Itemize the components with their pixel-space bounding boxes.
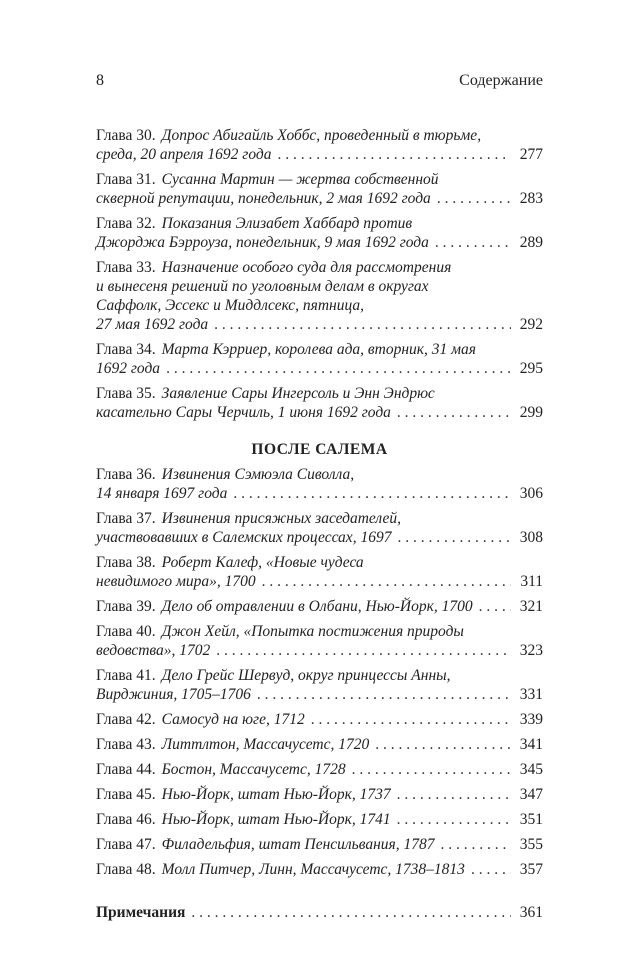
chapter-label: Глава 34. [96,341,156,358]
dot-leader [435,233,511,252]
toc-entry-line [96,735,543,754]
toc-entry[interactable] [96,509,543,547]
toc-entry[interactable] [96,810,543,829]
running-title: Содержание [459,72,543,89]
toc-entry-line [96,189,543,208]
page-ref: 277 [519,146,543,163]
toc-entry[interactable] [96,735,543,754]
chapter-label: Глава 48. [96,861,156,878]
toc-entry-text [96,465,354,484]
page-ref: 321 [519,598,543,615]
chapter-label: Глава 40. [96,623,156,640]
toc-entry-line [96,810,543,829]
dot-leader [166,359,511,378]
dot-leader [441,835,512,854]
chapter-title: Извинения Сэмюэла Сиволла, [161,466,355,483]
chapter-title: Показания Элизабет Хаббард против [161,215,413,232]
section-title: ПОСЛЕ САЛЕМА [251,441,388,458]
toc-entry-line [96,860,543,879]
toc-entry-text [96,572,256,591]
page-ref: 357 [519,861,543,878]
toc-entry[interactable] [96,785,543,804]
toc-entry-text [96,810,391,829]
chapter-title: участвовавших в Салемских процессах, 1697 [96,529,392,546]
toc-entry-line [96,170,543,189]
dot-leader [397,403,511,422]
toc-entry-line [96,641,543,660]
toc-entry-line [96,126,543,145]
chapter-label: Глава 35. [96,385,156,402]
dot-leader [262,572,511,591]
page-ref: 311 [520,573,543,590]
chapter-label: Глава 30. [96,127,156,144]
toc-entry-text [96,735,369,754]
toc-entry-text [96,214,412,233]
page-ref: 331 [519,686,543,703]
toc-entry-text [96,641,210,660]
toc-entry-line [96,553,543,572]
toc-entry-text [96,315,208,334]
toc-entry[interactable] [96,666,543,704]
toc-entry-line [96,315,543,334]
chapter-title: 1692 года [96,360,161,377]
toc-entry-line [96,296,543,315]
chapter-title: Допрос Абигайль Хоббс, проведенный в тюрьме, [161,127,482,144]
chapter-label: Глава 44. [96,761,156,778]
toc-entry-line [96,760,543,779]
toc-entry-line [96,528,543,547]
toc-entry-text [96,685,251,704]
page-ref: 292 [519,316,543,333]
toc-entry-text [96,403,391,422]
page-ref: 361 [519,904,543,921]
chapter-label: Глава 31. [96,171,156,188]
dot-leader [214,315,511,334]
toc-entry-text [96,359,160,378]
chapter-title: касательно Сары Черчиль, 1 июня 1692 года [96,404,391,421]
page-ref: 283 [519,190,543,207]
dot-leader [397,528,511,547]
toc-entry-text [96,484,227,503]
chapter-title: 14 января 1697 года [96,485,228,502]
chapter-title: Джон Хейл, «Попытка постижения природы [161,623,464,640]
chapter-label: Глава 47. [96,836,156,853]
chapter-title: невидимого мира», 1700 [96,573,256,590]
dot-leader [375,735,511,754]
toc-entry[interactable] [96,597,543,616]
dot-leader [257,685,511,704]
page-ref: 289 [519,234,543,251]
toc-entry[interactable] [96,214,543,252]
toc-entry-line [96,509,543,528]
dot-leader [233,484,511,503]
chapter-title: скверной репутации, понедельник, 2 мая 1692 года [96,190,431,207]
toc-entry-text [96,145,271,164]
toc-entry-text [96,860,465,879]
toc-entry-line [96,214,543,233]
dot-leader [191,903,511,922]
toc-entry[interactable] [96,340,543,378]
page-ref: 345 [519,761,543,778]
chapter-title: Нью-Йорк, штат Нью-Йорк, 1741 [161,811,391,828]
toc-entry-text [96,710,305,729]
page-ref: 306 [519,485,543,502]
toc-entry-text [96,189,431,208]
toc-entry-text [96,296,364,315]
chapter-title: Сусанна Мартин — жертва собственной [161,171,439,188]
chapter-label: Глава 37. [96,510,156,527]
chapter-title: Вирджиния, 1705–1706 [96,686,251,703]
chapter-label: Глава 46. [96,811,156,828]
toc-entry[interactable] [96,465,543,503]
chapter-label: Глава 41. [96,667,156,684]
chapter-title: Джорджа Бэрроуза, понедельник, 9 мая 1692 года [96,234,429,251]
chapter-title: Саффолк, Эссекс и Миддлсекс, пятница, [96,297,365,314]
dot-leader [397,810,511,829]
toc-entry[interactable] [96,710,543,729]
toc-entry-line [96,484,543,503]
page-ref: 323 [519,642,543,659]
chapter-title: Дело об отравлении в Олбани, Нью-Йорк, 1700 [161,598,473,615]
toc-entry-line [96,835,543,854]
page-ref: 355 [519,836,543,853]
chapter-label: Глава 42. [96,711,156,728]
dot-leader [397,785,511,804]
chapter-title: Роберт Калеф, «Новые чудеса [161,554,364,571]
chapter-label: Глава 32. [96,215,156,232]
toc-entry-text [96,666,451,685]
toc-entry-text [96,553,364,572]
toc-entry-line [96,145,543,164]
chapter-label: Глава 45. [96,786,156,803]
toc-entry[interactable] [96,553,543,591]
chapter-label: Глава 33. [96,259,156,276]
notes-label: Примечания [96,904,186,921]
toc-entry-line [96,403,543,422]
toc-entry-line [96,903,543,922]
dot-leader [352,760,511,779]
page-ref: 341 [519,736,543,753]
toc-entry-text [96,760,346,779]
toc-entry-notes[interactable] [96,903,543,922]
toc-entry[interactable] [96,622,543,660]
toc-entry-line [96,622,543,641]
page-number: 8 [96,72,104,89]
page-ref: 308 [519,529,543,546]
toc-entry[interactable] [96,170,543,208]
chapter-title: ведовства», 1702 [96,642,211,659]
dot-leader [277,145,511,164]
toc-entry-text [96,509,401,528]
chapter-title: Дело Грейс Шервуд, округ принцессы Анны, [161,667,451,684]
table-of-contents [96,126,543,928]
toc-entry-text [96,597,473,616]
dot-leader [471,860,511,879]
toc-entry-line [96,572,543,591]
toc-entry-text [96,622,464,641]
toc-entry-line [96,258,543,277]
toc-entry-line [96,340,543,359]
toc-entry[interactable] [96,860,543,879]
chapter-title: Марта Кэрриер, королева ада, вторник, 31 мая [161,341,476,358]
toc-entry-text [96,785,391,804]
toc-entry-line [96,277,543,296]
toc-entry[interactable] [96,126,543,164]
chapter-title: 27 мая 1692 года [96,316,209,333]
toc-entry-line [96,597,543,616]
toc-entry-text [96,233,429,252]
chapter-title: Молл Питчер, Линн, Массачусетс, 1738–1813 [161,861,465,878]
page-ref: 295 [519,360,543,377]
toc-entry-line [96,685,543,704]
chapter-title: Филадельфия, штат Пенсильвания, 1787 [161,836,435,853]
chapter-title: Литтлтон, Массачусетс, 1720 [161,736,370,753]
chapter-title: Нью-Йорк, штат Нью-Йорк, 1737 [161,786,391,803]
chapter-label: Глава 43. [96,736,156,753]
toc-entry-text [96,277,429,296]
toc-entry-text [96,258,451,277]
chapter-title: и вынесеня решений по уголовным делам в округах [96,278,429,295]
dot-leader [216,641,511,660]
toc-entry-line [96,785,543,804]
toc-entry[interactable] [96,835,543,854]
toc-entry[interactable] [96,384,543,422]
chapter-title: Самосуд на юге, 1712 [161,711,305,728]
toc-entry-line [96,710,543,729]
chapter-title: Заявление Сары Ингерсоль и Энн Эндрюс [161,385,435,402]
page-ref: 339 [519,711,543,728]
toc-entry-text [96,835,435,854]
page-ref: 351 [519,811,543,828]
chapter-title: Назначение особого суда для рассмотрения [161,259,452,276]
dot-leader [437,189,511,208]
toc-entry-text [96,170,439,189]
toc-entry[interactable] [96,258,543,334]
chapter-title: Извинения присяжных заседателей, [161,510,402,527]
page-ref: 347 [519,786,543,803]
chapter-label: Глава 38. [96,554,156,571]
toc-entry-line [96,359,543,378]
page-ref: 299 [519,404,543,421]
dot-leader [311,710,511,729]
chapter-label: Глава 39. [96,598,156,615]
toc-entry-text [96,528,391,547]
dot-leader [479,597,511,616]
toc-entry-line [96,465,543,484]
toc-entry-line [96,666,543,685]
chapter-title: среда, 20 апреля 1692 года [96,146,272,163]
chapter-title: Бостон, Массачусетс, 1728 [161,761,346,778]
toc-entry-line [96,384,543,403]
toc-entry-text [96,126,481,145]
toc-entry-line [96,233,543,252]
page-header [96,72,543,96]
toc-entry-text [96,340,476,359]
toc-entry[interactable] [96,760,543,779]
chapter-label: Глава 36. [96,466,156,483]
toc-entry-text [96,384,435,403]
